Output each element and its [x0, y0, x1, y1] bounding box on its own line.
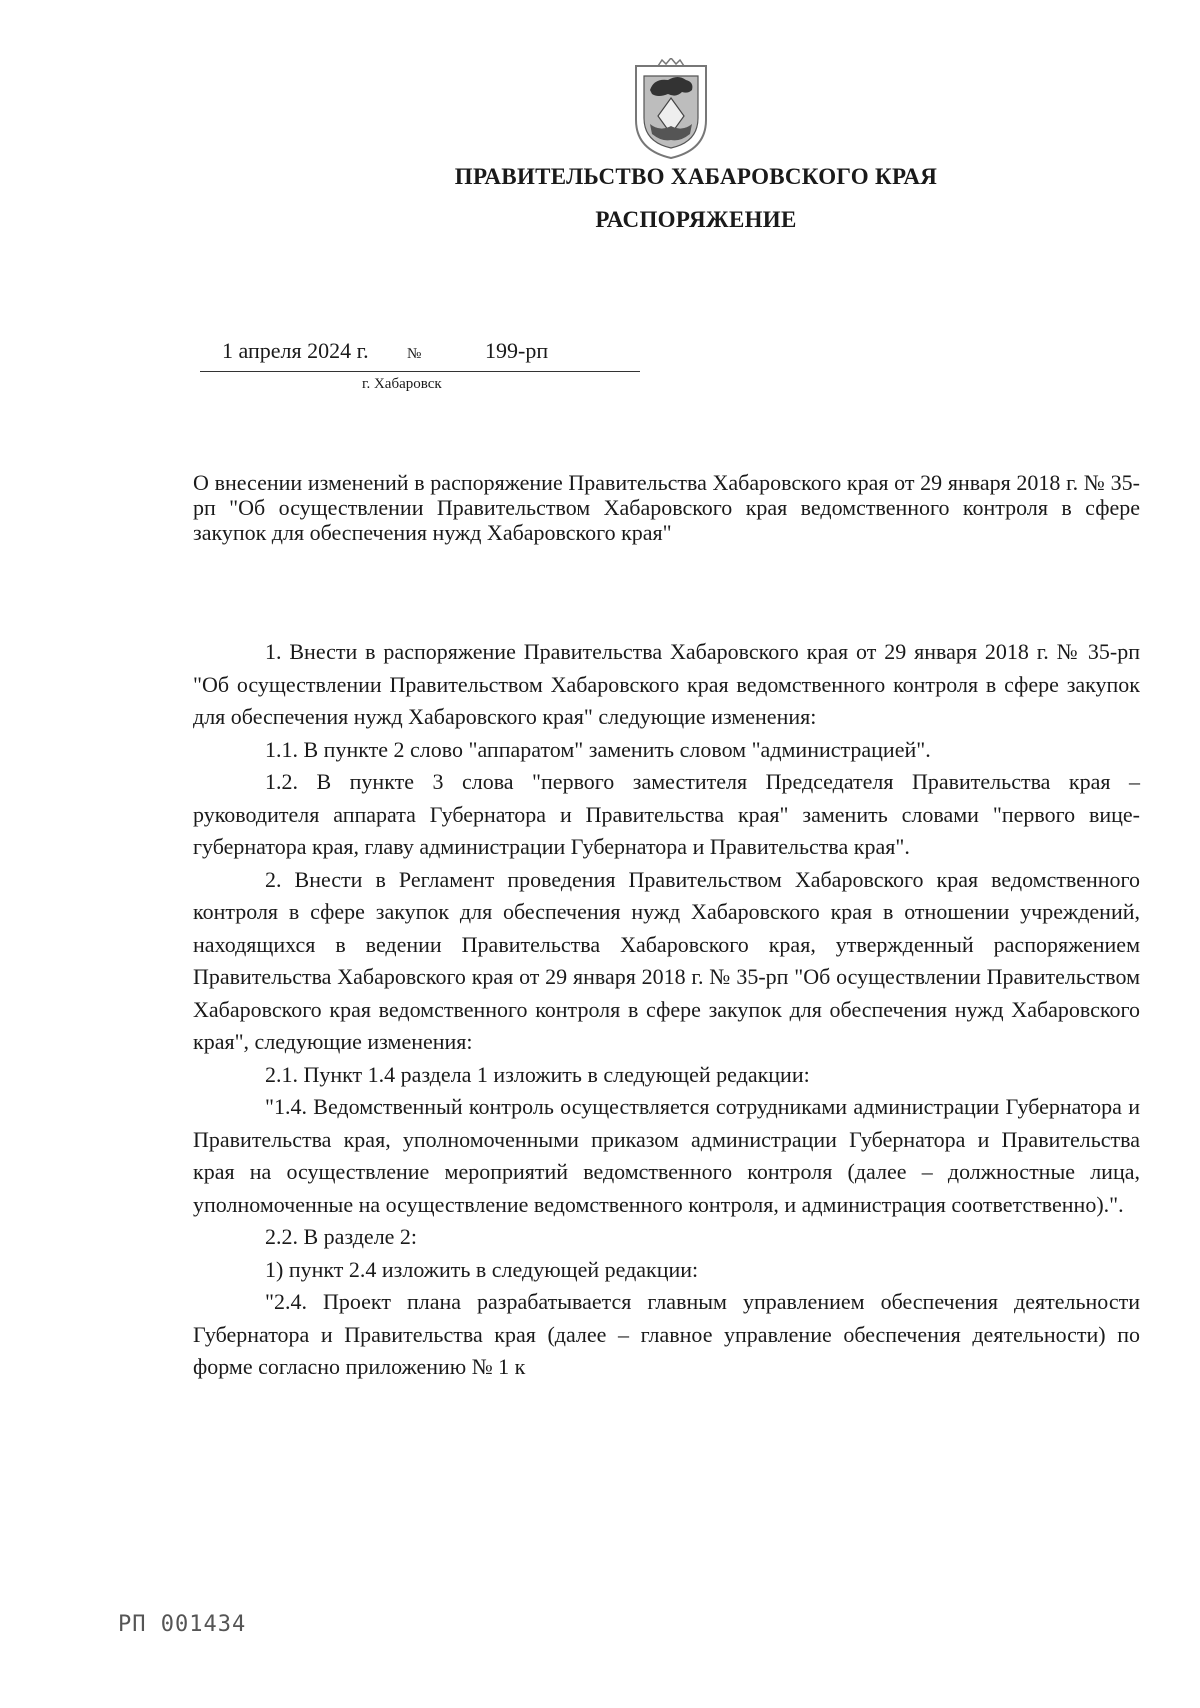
- number-sign: №: [407, 346, 422, 362]
- paragraph: 2.1. Пункт 1.4 раздела 1 изложить в следующей редакции:: [265, 1061, 810, 1087]
- document-city: г. Хабаровск: [362, 376, 442, 392]
- document-title: О внесении изменений в распоряжение Правительства Хабаровского края от 29 января 2018 г. № 35-рп "Об осуществлении Правительством Хабаровского края ведомственного контроля в сфере закупок для обеспечения нужд Хабаровского края": [193, 470, 1140, 545]
- organization-title: ПРАВИТЕЛЬСТВО ХАБАРОВСКОГО КРАЯ: [454, 164, 938, 189]
- coat-of-arms-icon: [628, 58, 714, 162]
- document-body: [193, 636, 1140, 1384]
- document-number: 199-рп: [485, 338, 549, 363]
- form-serial-number: РП 001434: [118, 1612, 247, 1637]
- paragraph: "2.4. Проект плана разрабатывается главным управлением обеспечения деятельности Губернатора и Правительства края (далее – главное управление обеспечения деятельности) по форме согласно приложению № 1 к: [193, 1289, 1140, 1379]
- document-meta: [200, 338, 640, 398]
- paragraph: 2.2. В разделе 2:: [265, 1224, 418, 1249]
- date-underline: [200, 371, 640, 372]
- paragraph: 1.2. В пункте 3 слова "первого заместителя Председателя Правительства края – руководителя аппарата Губернатора и Правительства края" заменить словами "первого вице-губернатора края, главу администрации Губернатора и Правительства края".: [193, 769, 1140, 859]
- document-date: 1 апреля 2024 г.: [222, 338, 369, 363]
- paragraph: 2. Внести в Регламент проведения Правительством Хабаровского края ведомственного контроля в сфере закупок для обеспечения нужд Хабаровского края в отношении учреждений, находящихся в ведении Правительства Хабаровского края, утвержденный распоряжением Правительства Хабаровского края от 29 января 2018 г. № 35-рп "Об осуществлении Правительством Хабаровского края ведомственного контроля в сфере закупок для обеспечения нужд Хабаровского края", следующие изменения:: [193, 866, 1140, 1054]
- paragraph: 1.1. В пункте 2 слово "аппаратом" заменить словом "администрацией".: [265, 736, 931, 762]
- paragraph: "1.4. Ведомственный контроль осуществляется сотрудниками администрации Губернатора и Правительства края, уполномоченными приказом администрации Губернатора и Правительства края на осуществление мероприятий ведомственного контроля (далее – должностные лица, уполномоченные на осуществление ведомственного контроля, и администрация соответственно).".: [193, 1094, 1140, 1217]
- paragraph: 1) пункт 2.4 изложить в следующей редакции:: [265, 1256, 699, 1282]
- document-type: РАСПОРЯЖЕНИЕ: [595, 207, 797, 232]
- paragraph: 1. Внести в распоряжение Правительства Хабаровского края от 29 января 2018 г. № 35-рп "Об осуществлении Правительством Хабаровского края ведомственного контроля в сфере закупок для обеспечения нужд Хабаровского края" следующие изменения:: [193, 639, 1140, 729]
